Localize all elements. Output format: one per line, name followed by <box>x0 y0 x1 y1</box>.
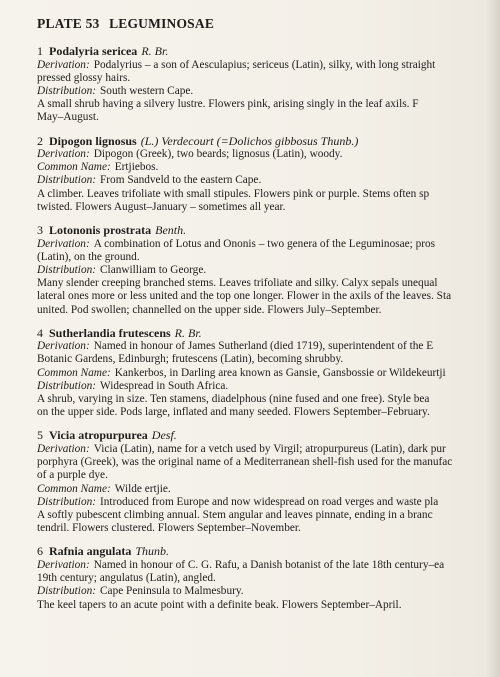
description-line <box>37 161 500 174</box>
field-text: porphyra (Greek), was the original name of a Mediterranean shell-fish used for the manufac <box>37 456 453 469</box>
field-text: united. Pod swollen; channelled on the upper side. Flowers July–September. <box>37 303 382 316</box>
plate-number: PLATE 53 <box>37 16 100 31</box>
field-label: Derivation : <box>37 443 90 455</box>
description-line <box>37 98 500 111</box>
species-entry <box>37 326 500 420</box>
description-line <box>37 456 500 469</box>
field-text: on the upper side. Pods large, inflated and many seeded. Flowers September–February. <box>37 406 430 419</box>
field-text: twisted. Flowers August–January – sometimes all year. <box>37 200 286 213</box>
field-label: Derivation : <box>37 59 90 71</box>
field-text: of a purple dye. <box>37 469 108 482</box>
field-text: Dipogon (Greek), two beards; lignosus (Latin), woody. <box>93 148 343 161</box>
description-line <box>37 443 500 456</box>
species-entry <box>37 134 500 215</box>
description-line <box>37 304 500 317</box>
species-name: Lotononis prostrata <box>49 223 152 238</box>
description-line <box>37 148 500 161</box>
species-entry <box>37 544 500 611</box>
field-text: Named in honour of James Sutherland (died 1719), superintendent of the E <box>93 340 434 353</box>
field-text: Wilde ertjie. <box>114 482 171 495</box>
species-name: Rafnia angulata <box>49 544 132 559</box>
species-title <box>37 326 500 341</box>
description-line <box>37 174 500 187</box>
field-label: Distribution : <box>37 264 96 276</box>
description-line <box>37 59 500 72</box>
field-text: lateral ones more or less united and the top one longer. Flower in the axils of the leaves. Sta <box>37 290 452 303</box>
species-name: Podalyria sericea <box>49 44 138 58</box>
description-line <box>37 188 500 201</box>
species-entry <box>37 428 500 535</box>
field-text: A shrub, varying in size. Ten stamens, diadelphous (nine fused and one free). Style bea <box>37 393 430 406</box>
field-text: Botanic Gardens, Edinburgh; frutescens (Latin), becoming shrubby. <box>37 353 344 366</box>
field-text: The keel tapers to an acute point with a definite beak. Flowers September–April. <box>37 598 402 611</box>
species-authority: R. Br. <box>174 325 202 340</box>
species-name: Dipogon lignosus <box>49 133 137 148</box>
species-authority: R. Br. <box>141 44 169 58</box>
description-line <box>37 290 500 303</box>
description-line <box>37 380 500 393</box>
species-number: 2 <box>37 133 43 148</box>
description-line <box>37 483 500 496</box>
description-line <box>37 238 500 251</box>
field-label: Distribution : <box>37 496 96 508</box>
field-text: pressed glossy hairs. <box>37 71 131 84</box>
description-line <box>37 201 500 214</box>
field-label: Common Name : <box>37 367 111 379</box>
field-label: Distribution : <box>37 174 96 186</box>
field-text: Clanwilliam to George. <box>100 263 207 276</box>
field-text: Ertjiebos. <box>114 161 159 174</box>
species-title <box>37 428 500 443</box>
description-line <box>37 111 500 124</box>
field-text: A climber. Leaves trifoliate with small stipules. Flowers pink or purple. Stems often sp <box>37 187 430 200</box>
description-line <box>37 572 500 585</box>
field-text: South western Cape. <box>100 84 194 97</box>
description-line <box>37 509 500 522</box>
description-line <box>37 406 500 419</box>
plate-heading <box>37 16 214 32</box>
species-number: 3 <box>37 223 43 238</box>
species-title <box>37 544 500 559</box>
description-line <box>37 585 500 598</box>
description-line <box>37 496 500 509</box>
field-text: A combination of Lotus and Ononis – two genera of the Leguminosae; pros <box>93 237 436 250</box>
description-line <box>37 85 500 98</box>
field-label: Derivation : <box>37 238 90 250</box>
description-line <box>37 340 500 353</box>
field-text: A small shrub having a silvery lustre. Flowers pink, arising singly in the leaf axils. F <box>37 98 419 111</box>
field-label: Distribution : <box>37 380 96 392</box>
field-text: Introduced from Europe and now widespread on road verges and waste pla <box>100 495 439 508</box>
field-text: (Latin), on the ground. <box>37 250 140 263</box>
description-line <box>37 251 500 264</box>
species-authority: (L.) Verdecourt (=Dolichos gibbosus Thunb.) <box>140 133 359 148</box>
species-number: 5 <box>37 428 43 443</box>
species-number: 4 <box>37 325 43 340</box>
field-label: Distribution : <box>37 585 96 597</box>
field-text: From Sandveld to the eastern Cape. <box>100 174 262 187</box>
species-title <box>37 44 500 59</box>
description-line <box>37 277 500 290</box>
field-text: Widespread in South Africa. <box>100 379 229 392</box>
field-label: Common Name : <box>37 483 111 495</box>
field-label: Derivation : <box>37 340 90 352</box>
species-title <box>37 223 500 238</box>
species-name: Sutherlandia frutescens <box>49 325 171 340</box>
species-number: 6 <box>37 544 43 559</box>
description-line <box>37 72 500 85</box>
field-text: May–August. <box>37 111 99 124</box>
field-label: Derivation : <box>37 559 90 571</box>
field-label: Derivation : <box>37 148 90 160</box>
description-line <box>37 367 500 380</box>
field-text: A softly pubescent climbing annual. Stem angular and leaves pinnate, ending in a branc <box>37 508 433 521</box>
species-name: Vicia atropurpurea <box>49 428 148 443</box>
description-line <box>37 599 500 612</box>
species-title <box>37 134 500 149</box>
species-entry <box>37 44 500 125</box>
species-authority: Desf. <box>151 428 177 443</box>
species-authority: Thunb. <box>135 544 170 559</box>
field-label: Common Name : <box>37 161 111 173</box>
field-text: 19th century; angulatus (Latin), angled. <box>37 572 216 585</box>
species-entry <box>37 223 500 317</box>
field-text: Podalyrius – a son of Aesculapius; sericeus (Latin), silky, with long straight <box>93 58 436 71</box>
species-entries <box>37 44 500 674</box>
description-line <box>37 469 500 482</box>
field-text: tendril. Flowers clustered. Flowers September–November. <box>37 522 301 535</box>
field-label: Distribution : <box>37 85 96 97</box>
field-text: Many slender creeping branched stems. Leaves trifoliate and silky. Calyx sepals unequal <box>37 277 438 290</box>
description-line <box>37 393 500 406</box>
field-text: Cape Peninsula to Malmesbury. <box>100 585 244 598</box>
field-text: Named in honour of C. G. Rafu, a Danish botanist of the late 18th century–ea <box>93 558 445 571</box>
description-line <box>37 264 500 277</box>
description-line <box>37 522 500 535</box>
field-text: Kankerbos, in Darling area known as Gansie, Gansbossie or Wildekeurtji <box>114 366 446 379</box>
plant-family: LEGUMINOSAE <box>109 16 215 31</box>
field-text: Vicia (Latin), name for a vetch used by Virgil; atropurpureus (Latin), dark pur <box>93 442 446 455</box>
species-authority: Benth. <box>155 223 187 238</box>
species-number: 1 <box>37 44 43 58</box>
description-line <box>37 353 500 366</box>
description-line <box>37 559 500 572</box>
